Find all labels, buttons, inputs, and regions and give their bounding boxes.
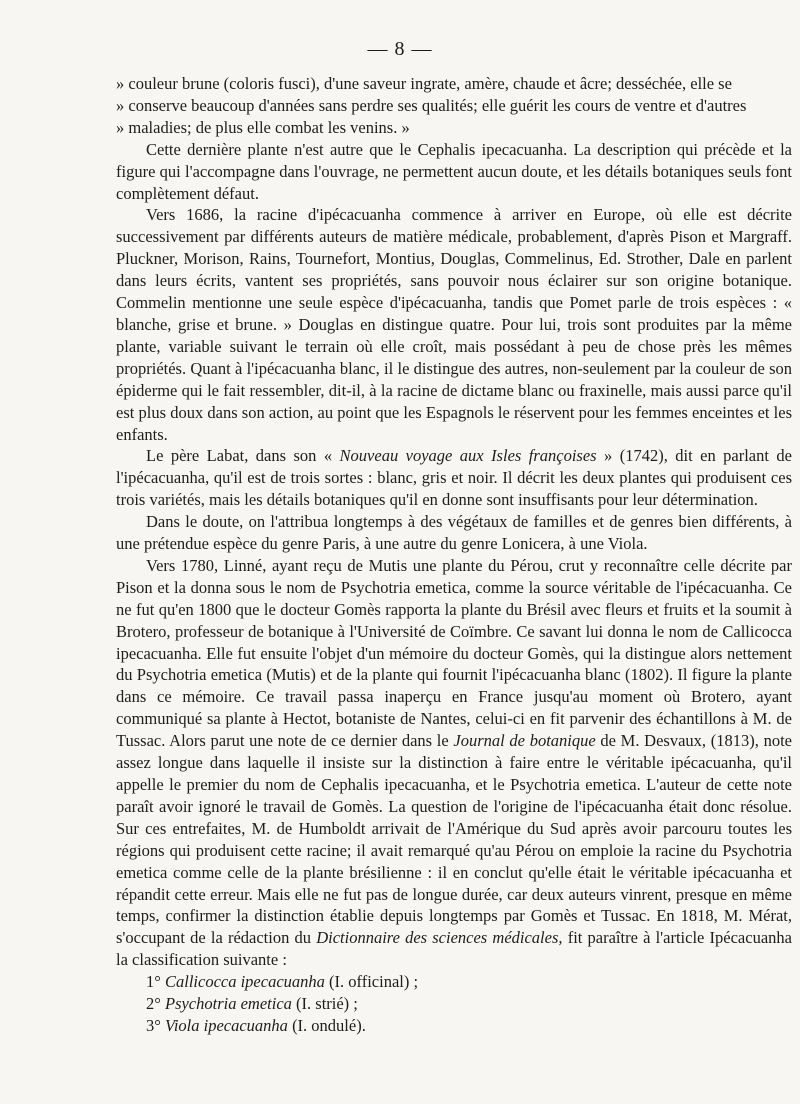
text-span: fit paraître à l'article Ipécacuanha la classification suivante : [116,928,792,970]
text-span: de M. Desvaux, (1813), note assez longue dans laquelle il insiste sur la distinction à faire entre le véritable ipécacuanha, qu'il appelle le premier du nom de Cephalis ipecacuanha, et le Psychotria emetica. L'auteur de cette note paraît avoir ignoré le travail de Gomès. La question de l'origine de l'ipécacuanha était donc résolue. Sur ces entrefaites, M. de Humboldt arrivait de l'Amérique du Sud après avoir parcouru toutes les régions qui produisent cette racine; il avait remarqué qu'au Pérou on emploie la racine du Psychotria emetica comme celle de la plante brésilienne : il en conclut qu'elle était le véritable ipécacuanha et répandit cette erreur. Mais elle ne fut pas de longue durée, car deux auteurs vinrent, presque en même temps, confirmer la distinction établie depuis longtemps par Gomès et Tussac. En 1818, M. Mérat, s'occupant de la rédaction du [116,731,792,948]
item-note: (I. officinal) ; [329,972,419,992]
quote-line-1: » couleur brune (coloris fusci), d'une saveur ingrate, amère, chaude et âcre; desséchée, elle se [116,74,732,93]
classification-item [116,993,792,1015]
book-title: Nouveau voyage aux Isles françoises [339,446,597,466]
item-number: 1° [146,972,161,992]
paragraph-1780 [116,555,792,971]
quote-line-2: » conserve beaucoup d'années sans perdre ses qualités; elle guérit les cours de ventre et d'autres [116,95,747,115]
text-span: » (1742), dit en parlant de l'ipécacuanha, qu'il est de trois sortes : blanc, gris et noir. Il décrit les deux plantes qui produisent ces trois variétés, mais les détails botaniques qu'il en donne sont insuffisants pour leur détermination. [116,446,792,510]
body-text [116,73,792,1037]
classification-item [116,1015,792,1037]
paragraph-1686: Vers 1686, la racine d'ipécacuanha commence à arriver en Europe, où elle est décrite successivement par différents auteurs de matière médicale, probablement, d'après Pison et Margraff. Pluckner, Morison, Rains, Tournefort, Montius, Douglas, Commelinus, Ed. Strother, Dale en parlent dans leurs écrits, vantent ses propriétés, sans pouvoir nous éclairer sur son origine botanique. Commelin mentionne une seule espèce d'ipécacuanha, tandis que Pomet parle de trois espèces : « blanche, grise et brune. » Douglas en distingue quatre. Pour lui, trois sont produites par la même plante, variable suivant le terrain où elle croît, mais possédant à peu de chose près les mêmes propriétés. Quant à l'ipécacuanha blanc, il le distingue des autres, non-seulement par la couleur de son épiderme qui le fait ressembler, dit-il, à la racine de dictame blanc ou fraxinelle, mais aussi parce qu'il est plus doux dans son action, au point que les Espagnols le réservent pour les femmes enceintes et les enfants. [116,205,792,444]
item-note: (I. ondulé). [292,1015,366,1035]
item-number: 2° [146,994,161,1014]
classification-list [116,971,792,1037]
page-number: — 8 — [367,38,433,60]
species-name: Viola ipecacuanha [164,1015,288,1035]
text-span: Le père Labat, dans son « [146,446,340,466]
dictionary-title: Dictionnaire des sciences médicales, [316,928,563,948]
species-name: Callicocca ipecacuanha [164,972,325,992]
paragraph-cephalis: Cette dernière plante n'est autre que le Cephalis ipecacuanha. La description qui précède et la figure qui l'accompagne dans l'ouvrage, ne permettent aucun doute, et les détails botaniques seuls font complètement défaut. [116,139,792,203]
paragraph-doubt: Dans le doute, on l'attribua longtemps à des végétaux de familles et de genres bien différents, à une prétendue espèce du genre Paris, à une autre du genre Lonicera, à une Viola. [116,512,792,554]
item-number: 3° [146,1015,161,1035]
paragraph-labat [116,445,792,511]
species-name: Psychotria emetica [164,994,292,1014]
item-note: (I. strié) ; [296,994,358,1014]
quote-line-3: » maladies; de plus elle combat les venins. » [116,117,410,137]
classification-item [116,971,792,993]
journal-title: Journal de botanique [453,731,596,751]
text-span: Vers 1780, Linné, ayant reçu de Mutis une plante du Pérou, crut y reconnaître celle décrite par Pison et la donna sous le nom de Psychotria emetica, comme la source véritable de l'ipécacuanha. Ce ne fut qu'en 1800 que le docteur Gomès rapporta la plante du Brésil avec fleurs et fruits et la soumit à Brotero, professeur de botanique à l'Université de Coïmbre. Ce savant lui donna le nom de Callicocca ipecacuanha. Elle fut ensuite l'objet d'un mémoire du docteur Gomès, qui la distingue alors nettement du Psychotria emetica (Mutis) et de la plante qui fournit l'ipécacuanha blanc (1802). Il figure la plante dans ce mémoire. Ce travail passa inaperçu en France jusqu'au moment où Brotero, ayant communiqué sa plante à Hectot, botaniste de Nantes, celui-ci en fit parvenir des échantillons à M. de Tussac. Alors parut une note de ce dernier dans le [116,555,792,751]
